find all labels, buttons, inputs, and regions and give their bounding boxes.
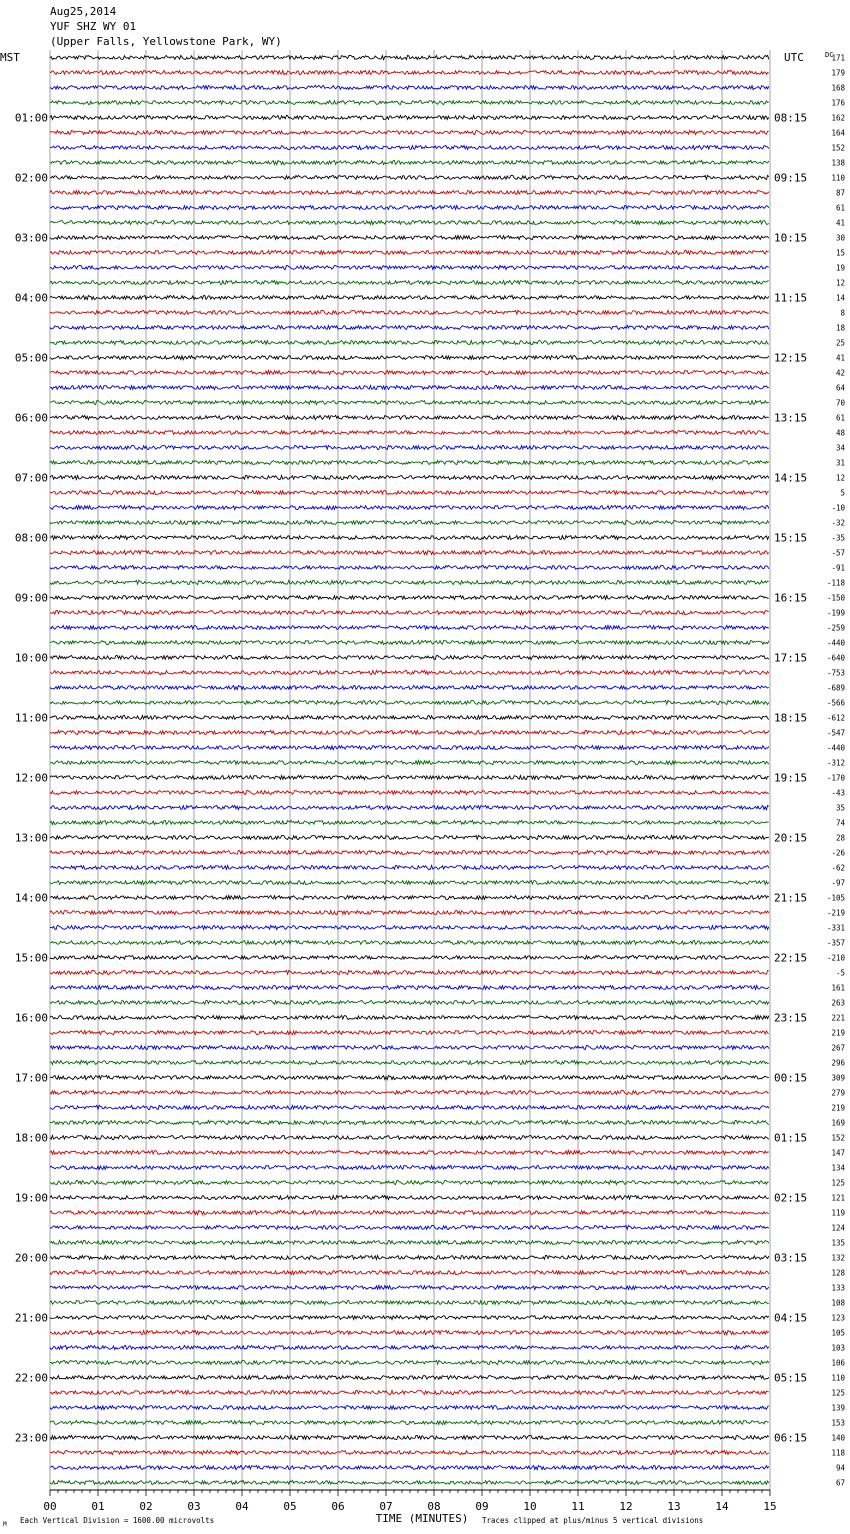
dc-offset-label: 152 <box>831 1133 845 1143</box>
dc-offset-label: 110 <box>831 173 845 183</box>
dc-offset-label: 171 <box>831 53 845 63</box>
right-hour-label: 09:15 <box>774 171 808 185</box>
seismic-trace <box>50 715 769 719</box>
left-hour-label: 07:00 <box>14 471 48 485</box>
dc-offset-label: 179 <box>831 68 845 78</box>
seismic-trace <box>50 415 769 419</box>
seismic-trace <box>50 1045 769 1049</box>
dc-offset-label: 221 <box>831 1013 845 1023</box>
dc-offset-label: 125 <box>831 1178 845 1188</box>
x-tick-label: 14 <box>715 1500 729 1513</box>
left-hour-label: 04:00 <box>14 291 48 305</box>
seismic-trace <box>50 1015 769 1019</box>
x-tick-label: 05 <box>283 1500 297 1513</box>
dc-offset-label: 121 <box>831 1193 845 1203</box>
seismic-trace <box>50 70 769 74</box>
left-hour-label: 08:00 <box>14 531 48 545</box>
right-hour-label: 18:15 <box>774 711 808 725</box>
dc-offset-label: -357 <box>826 938 845 948</box>
left-hour-label: 21:00 <box>14 1311 48 1325</box>
seismic-trace <box>50 655 769 659</box>
seismic-trace <box>50 505 769 509</box>
right-hour-label: 13:15 <box>774 411 808 425</box>
seismic-trace <box>50 1465 769 1469</box>
left-hour-label: 13:00 <box>14 831 48 845</box>
left-hour-label: 17:00 <box>14 1071 48 1085</box>
seismic-trace <box>50 1270 769 1274</box>
dc-offset-label: -753 <box>826 668 845 678</box>
seismic-trace <box>50 1435 769 1439</box>
dc-offset-label: 309 <box>831 1073 845 1083</box>
dc-offset-label: 42 <box>835 368 845 378</box>
x-axis-label: TIME (MINUTES) <box>375 1512 469 1525</box>
left-hour-label: 02:00 <box>14 171 48 185</box>
dc-offset-label: 61 <box>835 203 845 213</box>
x-tick-label: 06 <box>331 1500 345 1513</box>
seismic-trace <box>50 625 769 629</box>
dc-offset-label: -566 <box>826 698 845 708</box>
dc-offset-label: 64 <box>835 383 845 393</box>
left-hour-label: 12:00 <box>14 771 48 785</box>
dc-offset-label: 140 <box>831 1433 845 1443</box>
dc-offset-label: 67 <box>835 1478 845 1488</box>
dc-offset-label: 106 <box>831 1358 845 1368</box>
seismic-trace <box>50 1360 769 1364</box>
dc-offset-label: -547 <box>826 728 845 738</box>
right-hour-label: 23:15 <box>774 1011 808 1025</box>
seismic-trace <box>50 295 769 299</box>
dc-offset-label: 5 <box>840 488 845 498</box>
seismic-trace <box>50 835 769 839</box>
seismic-trace <box>50 700 769 704</box>
dc-offset-label: 135 <box>831 1238 845 1248</box>
dc-offset-label: 94 <box>835 1463 845 1473</box>
dc-offset-label: 162 <box>831 113 845 123</box>
dc-offset-label: 31 <box>835 458 845 468</box>
seismic-trace <box>50 1165 769 1169</box>
seismic-trace <box>50 1345 769 1349</box>
seismic-trace <box>50 790 769 794</box>
left-hour-label: 18:00 <box>14 1131 48 1145</box>
right-timezone-label: UTC <box>784 51 804 64</box>
dc-offset-label: -26 <box>831 848 845 858</box>
seismic-trace <box>50 190 769 194</box>
left-hour-label: 05:00 <box>14 351 48 365</box>
seismic-trace <box>50 400 769 404</box>
seismic-trace <box>50 1375 769 1379</box>
dc-offset-label: 15 <box>835 248 845 258</box>
seismic-trace <box>50 100 769 104</box>
seismic-trace <box>50 265 769 269</box>
left-hour-label: 20:00 <box>14 1251 48 1265</box>
seismic-trace <box>50 280 769 284</box>
seismic-trace <box>50 250 769 254</box>
dc-offset-label: -312 <box>826 758 845 768</box>
dc-offset-label: -331 <box>826 923 845 933</box>
right-hour-label: 01:15 <box>774 1131 808 1145</box>
dc-offset-label: 28 <box>835 833 845 843</box>
dc-offset-label: 41 <box>835 353 845 363</box>
dc-offset-label: -640 <box>826 653 845 663</box>
x-tick-label: 11 <box>571 1500 585 1513</box>
header-location: (Upper Falls, Yellowstone Park, WY) <box>50 35 282 48</box>
dc-offset-label: -43 <box>831 788 845 798</box>
right-hour-label: 22:15 <box>774 951 808 965</box>
dc-offset-label: 132 <box>831 1253 845 1263</box>
time-axis <box>3 1490 777 1528</box>
dc-offset-label: 219 <box>831 1028 845 1038</box>
dc-offset-label: 70 <box>835 398 845 408</box>
seismic-trace <box>50 1240 769 1244</box>
dc-offset-label: 87 <box>835 188 845 198</box>
dc-offset-label: 267 <box>831 1043 845 1053</box>
dc-offset-label: 30 <box>835 233 845 243</box>
clipping-note: Traces clipped at plus/minus 5 vertical divisions <box>482 1516 704 1525</box>
dc-offset-label: 161 <box>831 983 845 993</box>
dc-offset-label: -105 <box>826 893 845 903</box>
seismic-trace <box>50 220 769 224</box>
seismic-trace <box>50 1450 769 1454</box>
seismic-trace <box>50 1180 769 1184</box>
left-hour-label: 11:00 <box>14 711 48 725</box>
seismic-trace <box>50 640 769 644</box>
right-hour-label: 02:15 <box>774 1191 808 1205</box>
dc-offset-label: 164 <box>831 128 845 138</box>
seismic-trace <box>50 1255 769 1259</box>
seismic-trace <box>50 1480 769 1484</box>
seismic-trace <box>50 370 769 374</box>
dc-offset-label: -170 <box>826 773 845 783</box>
right-hour-label: 11:15 <box>774 291 808 305</box>
seismic-trace <box>50 445 769 449</box>
seismic-trace <box>50 520 769 524</box>
dc-offset-label: 74 <box>835 818 845 828</box>
dc-offset-label: 176 <box>831 98 845 108</box>
dc-offset-label: 34 <box>835 443 845 453</box>
seismic-trace <box>50 910 769 914</box>
dc-offset-label: -440 <box>826 638 845 648</box>
dc-offset-label: -612 <box>826 713 845 723</box>
dc-offset-label: 168 <box>831 83 845 93</box>
dc-offset-label: 61 <box>835 413 845 423</box>
seismic-trace <box>50 850 769 854</box>
seismic-trace <box>50 745 769 749</box>
dc-offset-label: 12 <box>835 278 845 288</box>
seismic-trace <box>50 1390 769 1394</box>
seismic-trace <box>50 880 769 884</box>
dc-offset-label: -97 <box>831 878 845 888</box>
right-hour-label: 10:15 <box>774 231 808 245</box>
dc-offset-label: 169 <box>831 1118 845 1128</box>
seismic-trace <box>50 175 769 179</box>
right-hour-label: 08:15 <box>774 111 808 125</box>
x-tick-label: 09 <box>475 1500 489 1513</box>
x-tick-label: 12 <box>619 1500 633 1513</box>
seismic-trace <box>50 940 769 944</box>
seismic-trace <box>50 130 769 134</box>
dc-offset-label: -57 <box>831 548 845 558</box>
seismic-trace <box>50 145 769 149</box>
right-hour-label: 20:15 <box>774 831 808 845</box>
left-hour-label: 10:00 <box>14 651 48 665</box>
right-hour-label: 00:15 <box>774 1071 808 1085</box>
seismic-trace <box>50 1000 769 1004</box>
x-tick-label: 10 <box>523 1500 537 1513</box>
seismic-trace <box>50 355 769 359</box>
dc-offset-label: -199 <box>826 608 845 618</box>
seismic-trace <box>50 325 769 329</box>
seismic-trace <box>50 820 769 824</box>
x-tick-label: 13 <box>667 1500 681 1513</box>
seismic-trace <box>50 1030 769 1034</box>
seismic-trace <box>50 805 769 809</box>
dc-offset-label: -689 <box>826 683 845 693</box>
dc-offset-label: -219 <box>826 908 845 918</box>
seismic-trace <box>50 895 769 899</box>
dc-offset-label: -5 <box>835 968 845 978</box>
dc-offset-label: -10 <box>831 503 845 513</box>
seismic-trace <box>50 865 769 869</box>
dc-offset-label: 138 <box>831 158 845 168</box>
dc-offset-label: 153 <box>831 1418 845 1428</box>
right-hour-label: 06:15 <box>774 1431 808 1445</box>
dc-offset-label: -118 <box>826 578 845 588</box>
dc-offset-label: 119 <box>831 1208 845 1218</box>
header-station: YUF SHZ WY 01 <box>50 20 137 33</box>
right-hour-label: 12:15 <box>774 351 808 365</box>
seismic-trace <box>50 205 769 209</box>
right-hour-label: 14:15 <box>774 471 808 485</box>
dc-offset-label: 134 <box>831 1163 845 1173</box>
seismic-trace <box>50 490 769 494</box>
dc-offset-label: -62 <box>831 863 845 873</box>
seismic-trace <box>50 550 769 554</box>
seismic-trace <box>50 1210 769 1214</box>
seismic-trace <box>50 565 769 569</box>
left-hour-label: 14:00 <box>14 891 48 905</box>
seismic-trace <box>50 760 769 764</box>
x-tick-label: 15 <box>763 1500 777 1513</box>
dc-offset-label: 105 <box>831 1328 845 1338</box>
right-hour-label: 05:15 <box>774 1371 808 1385</box>
left-timezone-label: MST <box>0 51 20 64</box>
x-tick-label: 02 <box>139 1500 153 1513</box>
seismic-trace <box>50 985 769 989</box>
dc-offset-label: -150 <box>826 593 845 603</box>
dc-offset-label: 123 <box>831 1313 845 1323</box>
x-tick-label: 03 <box>187 1500 201 1513</box>
seismic-trace <box>50 1150 769 1154</box>
dc-offset-label: 124 <box>831 1223 845 1233</box>
dc-offset-label: 133 <box>831 1283 845 1293</box>
seismic-trace <box>50 955 769 959</box>
dc-offset-label: 12 <box>835 473 845 483</box>
left-hour-label: 15:00 <box>14 951 48 965</box>
dc-offset-label: 152 <box>831 143 845 153</box>
dc-header-label: DC <box>825 51 834 59</box>
left-hour-label: 22:00 <box>14 1371 48 1385</box>
seismic-trace <box>50 1300 769 1304</box>
dc-offset-label: -210 <box>826 953 845 963</box>
x-tick-label: 08 <box>427 1500 441 1513</box>
seismic-trace <box>50 1060 769 1064</box>
seismic-trace <box>50 685 769 689</box>
dc-offset-label: 103 <box>831 1343 845 1353</box>
dc-offset-label: 147 <box>831 1148 845 1158</box>
seismic-trace <box>50 385 769 389</box>
dc-offset-label: -35 <box>831 533 845 543</box>
seismic-trace <box>50 595 769 599</box>
dc-offset-label: 41 <box>835 218 845 228</box>
dc-offset-label: 219 <box>831 1103 845 1113</box>
dc-offset-label: 35 <box>835 803 845 813</box>
dc-offset-label: 108 <box>831 1298 845 1308</box>
seismic-trace <box>50 1195 769 1199</box>
seismic-trace <box>50 610 769 614</box>
x-tick-label: 04 <box>235 1500 249 1513</box>
seismic-trace <box>50 1225 769 1229</box>
right-hour-label: 15:15 <box>774 531 808 545</box>
right-hour-label: 19:15 <box>774 771 808 785</box>
seismic-trace <box>50 1330 769 1334</box>
dc-offset-label: 8 <box>840 308 845 318</box>
seismic-trace <box>50 1120 769 1124</box>
dc-offset-label: 14 <box>835 293 845 303</box>
x-tick-label: 00 <box>43 1500 57 1513</box>
x-tick-label: 01 <box>91 1500 105 1513</box>
seismic-trace <box>50 1315 769 1319</box>
left-hour-label: 06:00 <box>14 411 48 425</box>
dc-offset-label: -259 <box>826 623 845 633</box>
seismic-trace <box>50 55 769 59</box>
dc-offset-label: -91 <box>831 563 845 573</box>
dc-offset-label: 296 <box>831 1058 845 1068</box>
right-hour-label: 04:15 <box>774 1311 808 1325</box>
dc-offset-label: 18 <box>835 323 845 333</box>
vertical-division-note: Each Vertical Division = 1600.00 microvolts <box>20 1516 215 1525</box>
seismic-trace <box>50 1105 769 1109</box>
seismic-trace <box>50 235 769 239</box>
dc-offset-label: 125 <box>831 1388 845 1398</box>
dc-offset-label: 139 <box>831 1403 845 1413</box>
left-hour-label: 01:00 <box>14 111 48 125</box>
seismic-trace <box>50 535 769 539</box>
seismic-trace <box>50 1090 769 1094</box>
seismic-trace <box>50 430 769 434</box>
dc-offset-label: -440 <box>826 743 845 753</box>
dc-offset-label: 263 <box>831 998 845 1008</box>
corner-mark: M <box>3 1521 7 1528</box>
x-tick-label: 07 <box>379 1500 393 1513</box>
seismic-trace <box>50 160 769 164</box>
dc-offset-label: 25 <box>835 338 845 348</box>
left-hour-label: 23:00 <box>14 1431 48 1445</box>
seismic-trace <box>50 775 769 779</box>
dc-offset-label: 128 <box>831 1268 845 1278</box>
seismic-trace <box>50 1285 769 1289</box>
seismic-trace <box>50 85 769 89</box>
left-hour-label: 09:00 <box>14 591 48 605</box>
seismic-trace <box>50 1075 769 1079</box>
seismic-trace <box>50 1135 769 1139</box>
left-hour-label: 03:00 <box>14 231 48 245</box>
left-hour-label: 16:00 <box>14 1011 48 1025</box>
seismic-trace <box>50 730 769 734</box>
dc-offset-label: 48 <box>835 428 845 438</box>
seismic-trace <box>50 1420 769 1424</box>
seismic-trace <box>50 475 769 479</box>
trace-group <box>50 55 769 1484</box>
seismic-trace <box>50 580 769 584</box>
seismic-trace <box>50 340 769 344</box>
left-hour-label: 19:00 <box>14 1191 48 1205</box>
dc-offset-label: -32 <box>831 518 845 528</box>
seismic-trace <box>50 670 769 674</box>
right-hour-label: 17:15 <box>774 651 808 665</box>
seismic-trace <box>50 1405 769 1409</box>
right-hour-label: 21:15 <box>774 891 808 905</box>
right-hour-label: 03:15 <box>774 1251 808 1265</box>
seismic-trace <box>50 310 769 314</box>
header-date: Aug25,2014 <box>50 5 117 18</box>
seismic-trace <box>50 970 769 974</box>
seismic-trace <box>50 116 769 120</box>
seismic-trace <box>50 460 769 464</box>
seismic-trace <box>50 925 769 929</box>
dc-offset-label: 19 <box>835 263 845 273</box>
dc-offset-label: 118 <box>831 1448 845 1458</box>
right-hour-label: 16:15 <box>774 591 808 605</box>
dc-offset-label: 279 <box>831 1088 845 1098</box>
dc-offset-label: 110 <box>831 1373 845 1383</box>
